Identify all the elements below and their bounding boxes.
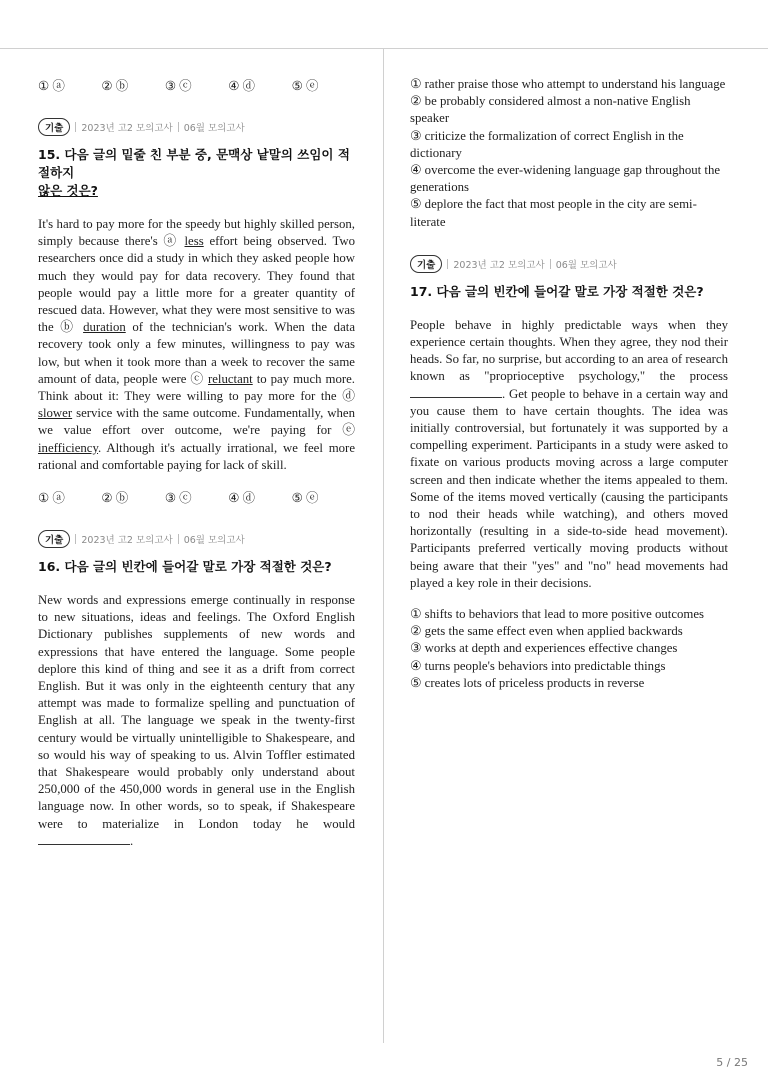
right-column <box>410 76 728 692</box>
q16-passage: New words and expressions emerge continually in response to new situations, ideas and feelings. The Oxford English Dictionary publishes supplements of new words and expressions that have entered the language. Some people deplore this kind of thing and see it as a drift from correct English. But it was only in the eighteenth century that any attempt was made to formalize spelling and punctuation of English at all. The language we speak in the twenty-first century would be virtually unintelligible to Shakespeare, and so would his way of speaking to us. Alvin Toffler estimated that Shakespeare would probably only understand about 250,000 of the 450,000 words in general use in the English language now. In other words, so to speak, if Shakespeare were to materialize in London today he would . <box>38 593 355 848</box>
column-divider <box>383 49 384 1043</box>
option-1[interactable]: ① ⓐ <box>38 79 65 93</box>
q16-blank <box>38 833 130 845</box>
option-4[interactable]: ④ ⓓ <box>228 491 256 506</box>
q17-meta <box>410 255 728 273</box>
q15-meta <box>38 118 355 136</box>
q17-meta-year: 2023년 고2 모의고사 <box>453 259 545 271</box>
left-column <box>38 76 355 850</box>
q16-meta <box>38 530 355 548</box>
q17-badge: 기출 <box>410 255 442 273</box>
q17-choice-1[interactable]: ① shifts to behaviors that lead to more positive outcomes <box>410 607 705 622</box>
q16-meta-month: 06월 모의고사 <box>183 535 245 547</box>
q17-choices <box>410 606 728 692</box>
option-2[interactable]: ② ⓑ <box>101 79 129 93</box>
q16-choice-1[interactable]: ① rather praise those who attempt to understand his language <box>410 77 726 91</box>
q17-blank <box>410 386 502 398</box>
q17-choice-3[interactable]: ③ works at depth and experiences effective changes <box>410 641 678 656</box>
q17-title: 17. 다음 글의 빈칸에 들어갈 말로 가장 적절한 것은? <box>410 283 704 299</box>
q16-title: 16. 다음 글의 빈칸에 들어갈 말로 가장 적절한 것은? <box>38 559 332 575</box>
top-rule <box>0 48 768 49</box>
q15-meta-year: 2023년 고2 모의고사 <box>81 123 173 134</box>
q17-choice-5[interactable]: ⑤ creates lots of priceless products in reverse <box>410 675 645 690</box>
q16-choice-2[interactable]: ② be probably considered almost a non-native English speaker <box>410 94 691 126</box>
option-3[interactable]: ③ ⓒ <box>164 491 192 506</box>
option-4[interactable]: ④ ⓓ <box>228 79 256 93</box>
q15-passage: It's hard to pay more for the speedy but highly skilled person, simply because there's ⓐ less effort being observed. Two researchers once did a study in which they asked people how much they would pay for data recovery. They found that people would pay a little more for a greater quantity of rescued data. However, what they were most sensitive to was the ⓑ duration of the technician's work. When the data recovery took only a few minutes, willingness to pay was low, but when it took more than a week to recover the same amount of data, people were ⓒ reluctant to pay much more. Think about it: They were willing to pay more for the ⓓ slower service with the same outcome. Fundamentally, when we value effort over outcome, we're paying for ⓔ inefficiency. Although it's actually irrational, we feel more rational and comfortable paying for lack of skill. <box>38 217 356 472</box>
q16-choices <box>410 76 728 231</box>
q17-choice-4[interactable]: ④ turns people's behaviors into predictable things <box>410 658 666 673</box>
page-number: 5 / 25 <box>716 1056 748 1069</box>
q17-meta-month: 06월 모의고사 <box>555 259 617 271</box>
q16-choice-4[interactable]: ④ overcome the ever-widening language gap throughout the generations <box>410 163 721 195</box>
q16-badge: 기출 <box>38 530 70 548</box>
q16-meta-year: 2023년 고2 모의고사 <box>81 535 173 547</box>
option-1[interactable]: ① ⓐ <box>38 491 65 506</box>
option-3[interactable]: ③ ⓒ <box>164 79 192 93</box>
q15-meta-month: 06월 모의고사 <box>183 123 245 134</box>
option-2[interactable]: ② ⓑ <box>101 491 129 506</box>
answer-options-q14 <box>38 76 355 94</box>
q17-choice-2[interactable]: ② gets the same effect even when applied backwards <box>410 624 683 639</box>
q17-passage: People behave in highly predictable ways when they experience certain thoughts. When they agree, they nod their heads. So far, no surprise, but according to an area of research known as "proprioceptive psychology," the process . Get people to behave in a certain way and you cause them to have certain thoughts. The idea was initially controversial, but fortunately it was supported by a compelling experiment. Participants in a study were asked to fixate on various products moving across a large computer screen and then indicate whether the items appealed to them. Some of the items moved vertically (causing the participants to nod their heads while watching), and others moved horizontally (resulting in a side-to-side head movement). Participants preferred vertically moving products without being aware that their "yes" and "no" head movements had played a key role in their decisions. <box>410 317 728 590</box>
q15-badge: 기출 <box>38 118 70 136</box>
q16-choice-5[interactable]: ⑤ deplore the fact that most people in the city are semi-literate <box>410 197 697 229</box>
q15-title: 15. 다음 글의 밑줄 친 부분 중, 문맥상 낱말의 쓰임이 적절하지 않은 것은? <box>38 147 350 198</box>
option-5[interactable]: ⑤ ⓔ <box>291 79 319 93</box>
q16-choice-3[interactable]: ③ criticize the formalization of correct English in the dictionary <box>410 128 684 160</box>
answer-options-q15 <box>38 488 355 506</box>
option-5[interactable]: ⑤ ⓔ <box>291 491 319 506</box>
